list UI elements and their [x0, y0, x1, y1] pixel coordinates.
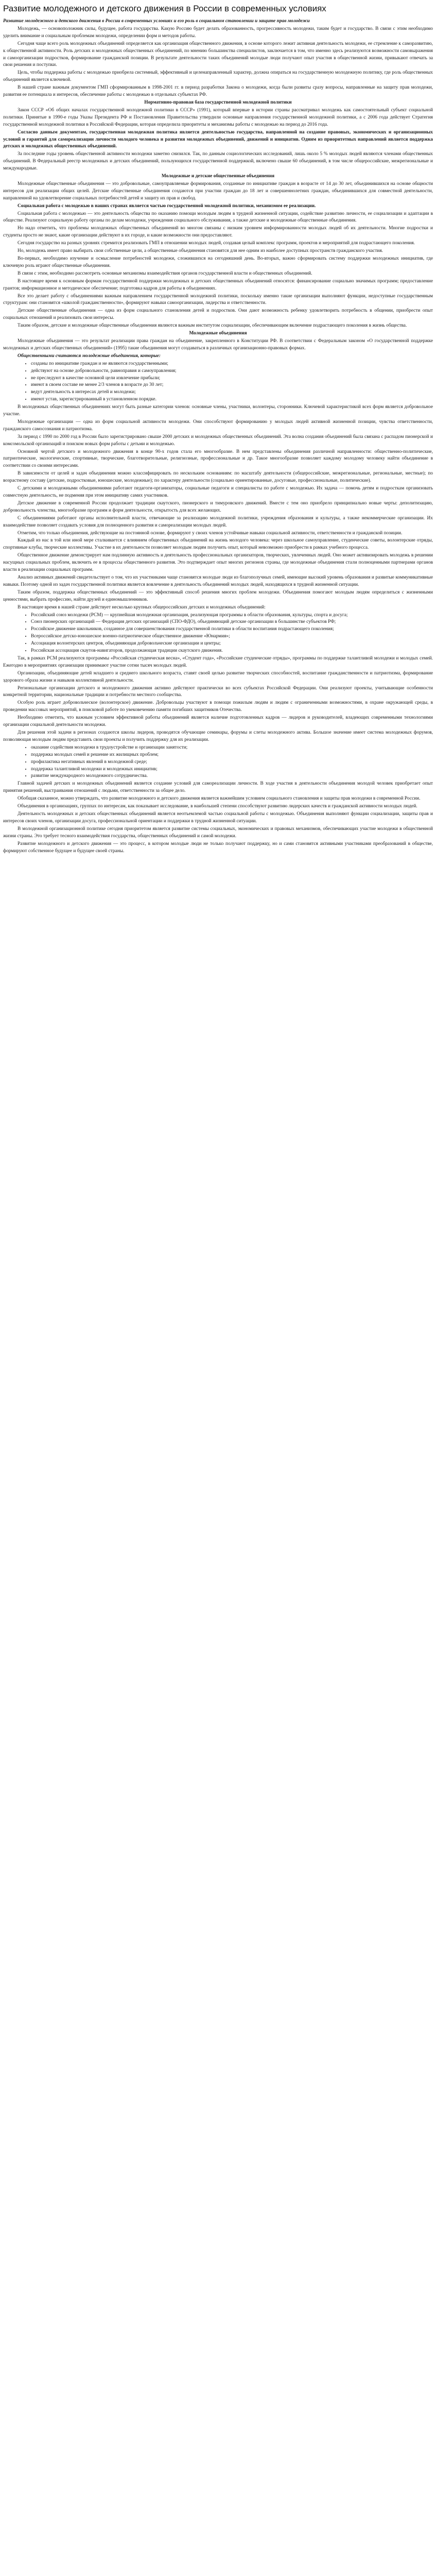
article-body — [3, 18, 433, 855]
section-heading: Молодежные объединения — [189, 331, 247, 336]
list-item: • Российское движение школьников, созданное для совершенствования государственной политики в области воспитания подрастающего поколения; — [31, 626, 433, 633]
paragraph: Объединения в организациях, группах по интересам, как показывает исследование, в наибольшей степени способствуют развитию лидерских качеств и гражданской активности молодых людей. — [18, 804, 417, 809]
paragraph: Особую роль играет добровольческое (волонтерское) движение. Добровольцы участвуют в помощи пожилым людям и людям с ограниченными возможностями, в охране окружающей среды, в проведении массовых мероприятий, в поисковой работе по увековечению памяти погибших защитников Отечества. — [3, 700, 433, 713]
list-item: • ведут деятельность в интересах детей и молодежи; — [31, 389, 433, 396]
paragraph: За последние годы уровень общественной активности молодежи заметно снизился. Так, по данным социологических исследований, лишь около 5 % молодых людей являются членами общественных объединений. В Федеральный реестр молодежных и детских объединений, пользующихся государственной поддержкой, включено свыше 60 объединений, в том числе общероссийские, межрегиональные и международные. — [3, 151, 433, 172]
paragraph: Закон СССР «Об общих началах государственной молодежной политики в СССР» (1991), который впервые в истории страны рассматривал молодежь как самостоятельный субъект социальной политики. Принятые в 1990-е годы Указы Президента РФ и Постановления Правительства утвердили основные направления государственной молодежной политики, а с 2006 года действует Стратегия государственной молодежной политики в Российской Федерации, которая определила приоритеты и механизмы работы с молодежью на период до 2016 года. — [3, 107, 433, 127]
paragraph: Сегодня государство на разных уровнях стремится реализовать ГМП в отношении молодых людей, создавая целый комплекс программ, проектов и мероприятий для подрастающего поколения. — [18, 241, 415, 246]
paragraph: Обобщая сказанное, можно утверждать, что развитие молодежного и детского движения является важнейшим условием социального становления и защиты прав молодежи в современной России. — [18, 796, 421, 802]
paragraph: Отметим, что только объединения, действующие на постоянной основе, формируют у своих членов устойчивые навыки социальной активности, ответственности и гражданской позиции. — [18, 530, 403, 536]
paragraph: В связи с этим, необходимо рассмотреть основные механизмы взаимодействия органов государственной власти и общественных объединений. — [18, 270, 312, 276]
list-item: • профилактика негативных явлений в молодежной среде; — [31, 759, 433, 766]
list-item: • Российская ассоциация скаутов-навигаторов, продолжающая традиции скаутского движения. — [31, 648, 433, 655]
paragraph: Но надо отметить, что проблемы молодежных общественных объединений во многом связаны с низким уровнем информированности молодых людей об их деятельности. Многие подростки и студенты просто не знают, какие организации действуют в их городе, и какие возможности они предоставляют. — [3, 226, 433, 239]
document-page — [0, 0, 436, 866]
paragraph: Для решения этой задачи в регионах создаются школы лидеров, проводятся обучающие семинары, форумы и слеты молодежного актива. Большое значение имеет система молодежных форумов, позволяющая молодым людям представить свои проекты и получить поддержку для их реализации. — [3, 730, 433, 742]
article-lead: Развитие молодежного и детского движения в России в современных условиях и его роль в социальном становлении и защите прав молодежи — [3, 19, 310, 24]
paragraph: За период с 1990 по 2000 год в России было зарегистрировано свыше 2000 детских и молодежных общественных объединений. Эта волна создания объединений была связана с распадом пионерской и комсомольской организаций и поиском новых форм работы с детьми и молодежью. — [3, 434, 433, 447]
paragraph: В молодежной организационной политике сегодня приоритетом является развитие системы социальных, экономических и правовых механизмов, обеспечивающих участие молодежи в общественной жизни страны. Это требует тесного взаимодействия государства, общественных объединений и самой молодежи. — [3, 826, 433, 839]
paragraph: Общественное движение демонстрирует нам подлинную активность и деятельность профессиональных организаторов, творческих, увлеченных людей. Оно может активизировать молодежь в решении насущных социальных проблем, включить ее в процессы общественного развития. Это подтверждает опыт многих регионов страны, где молодежные объединения стали полноценными партнерами органов власти в реализации социальных программ. — [3, 553, 433, 573]
section-heading: Молодежные и детские общественные объединения — [161, 174, 275, 179]
list-item: • оказание содействия молодежи в трудоустройстве и организации занятости; — [31, 744, 433, 752]
paragraph: В зависимости от целей и задач объединения можно классифицировать по нескольким основаниям: по масштабу деятельности (общероссийские, межрегиональные, региональные, местные); по возрастному составу (детские, подростковые, юношеские, молодежные); по характеру деятельности (социально ориентированные, досуговые, профессиональные, политические). — [3, 471, 433, 484]
article-title: Развитие молодежного и детского движения в России в современных условиях — [3, 4, 326, 13]
paragraph: Деятельность молодежных и детских общественных объединений является неотъемлемой частью социальной работы с молодежью. Объединения выполняют функции социализации, защиты прав и интересов своих членов, организации досуга, профессиональной ориентации и поддержки в трудной жизненной ситуации. — [3, 811, 433, 824]
paragraph: Молодежные объединения — это результат реализации права граждан на объединение, закрепленного в Конституции РФ. В соответствии с Федеральным законом «О государственной поддержке молодежных и детских общественных объединений» (1995) такие объединения могут создаваться в различных организационно-правовых формах. — [3, 338, 433, 351]
paragraph: В настоящее время в нашей стране действует несколько крупных общероссийских детских и молодежных объединений: — [18, 604, 266, 610]
paragraph: Главной задачей детских и молодежных объединений является создание условий для самореализации личности. В ходе участия в деятельности объединения молодой человек приобретает опыт принятия решений, выстраивания отношений с людьми, ответственности за общее дело. — [3, 781, 433, 794]
paragraph: Молодежь, — основоположник силы, будущее, работа государства. Какую Россию будет делать образованность, прогрессивность молодежи, таким будет и государство. В связи с этим необходимо уделить внимание и социальным проблемам молодежи, определении форм и методов работы. — [3, 26, 433, 39]
paragraph: Во-первых, необходимо изучение и осмысление потребностей молодежи, сложившихся на сегодняшний день. Во-вторых, важно сформировать систему поддержки молодежных инициатив, где ключевую роль играют общественные объединения. — [3, 256, 433, 268]
list-item: • созданы по инициативе граждан и не являются государственными; — [31, 361, 433, 368]
section-heading: Нормативно-правовая база государственной молодежной политики — [144, 99, 292, 105]
paragraph-bold: Согласно данным документам, государственная молодежная политика является деятельностью государства, направленной на создание правовых, экономических и организационных условий и гарантий для самореализации личности молодого человека и развития молодежных объединений, движений и инициатив. Одним из приоритетных направлений является поддержка детских и молодежных общественных объединений. — [3, 129, 433, 149]
list-item: • не преследуют в качестве основной цели извлечение прибыли; — [31, 375, 433, 382]
paragraph-bold: Социальная работа с молодежью в наших странах является частью государственной молодежной политики, механизмом ее реализации. — [18, 203, 316, 209]
list-item: • имеют устав, зарегистрированный в установленном порядке. — [31, 396, 433, 403]
list-item: • действуют на основе добровольности, равноправия и самоуправления; — [31, 368, 433, 375]
list-item: • поддержка талантливой молодежи и молодежных инициатив; — [31, 766, 433, 773]
paragraph: Необходимо отметить, что важным условием эффективной работы объединений является наличие подготовленных кадров — лидеров и руководителей, владеющих современными технологиями организации социальной деятельности молодежи. — [3, 715, 433, 728]
paragraph: Но, молодежь имеет право выбирать свои собственные цели, а общественные объединения становятся для нее одним из наиболее доступных пространств гражданского участия. — [18, 248, 383, 254]
paragraph: Таким образом, детские и молодежные общественные объединения являются важным институтом социализации, обеспечивающим включение подрастающего поколения в жизнь общества. — [18, 323, 407, 329]
paragraph: Таким образом, поддержка общественных объединений — это эффективный способ решения многих проблем молодежи. Объединения помогают молодым людям определиться с жизненными ценностями, выбрать профессию, найти друзей и единомышленников. — [3, 589, 433, 602]
paragraph: Региональные организации детского и молодежного движения активно действуют практически во всех субъектах Российской Федерации. Они реализуют проекты, учитывающие особенности конкретной территории, национальные традиции и потребности местного сообщества. — [3, 685, 433, 698]
paragraph: Все это делает работу с объединениями важным направлением государственной молодежной политики, поскольку именно такие организации выполняют функции, недоступные государственным структурам: они становятся «школой гражданственности», формируют навыки самоорганизации, лидерства и ответственности. — [3, 293, 433, 306]
paragraph: Молодежные общественные объединения — это добровольные, самоуправляемые формирования, созданные по инициативе граждан в возрасте от 14 до 30 лет, объединившихся на основе общности интересов для реализации общих целей. Детские общественные объединения создаются при участии граждан до 18 лет и совершеннолетних граждан, объединившихся для совместной деятельности, направленной на удовлетворение социальных потребностей детей и защиту их прав и свобод. — [3, 181, 433, 201]
paragraph: С объединениями работают органы исполнительной власти, отвечающие за реализацию молодежной политики, учреждения образования и культуры, а также некоммерческие организации. Их взаимодействие позволяет создавать условия для полноценного развития и самореализации молодых людей. — [3, 515, 433, 528]
list-item: • Всероссийское детско-юношеское военно-патриотическое общественное движение «Юнармия»; — [31, 633, 433, 640]
paragraph: С детскими и молодежными объединениями работают педагоги-организаторы, социальные педагоги и специалисты по работе с молодежью. Их задача — помочь детям и подросткам организовать совместную деятельность, не подменяя при этом инициативу самих участников. — [3, 486, 433, 498]
list-item: • поддержка молодых семей и решение их жилищных проблем; — [31, 752, 433, 759]
paragraph: Так, в рамках РСМ реализуются программы «Российская студенческая весна», «Студент года», «Российские студенческие отряды», программы по поддержке талантливой молодежи и молодых семей. Ежегодно в мероприятиях организации принимают участие сотни тысяч молодых людей. — [3, 655, 433, 668]
paragraph-emphasis: Общественными считаются молодежные объединения, которые: — [18, 353, 161, 359]
list-item: • Ассоциация волонтерских центров, объединяющая добровольческие организации и центры; — [31, 640, 433, 648]
paragraph: Организации, объединяющие детей младшего и среднего школьного возраста, ставят своей целью развитие творческих способностей, воспитание гражданственности и патриотизма, формирование здорового образа жизни и навыков коллективной деятельности. — [3, 670, 433, 683]
list-item: • имеют в своем составе не менее 2/3 членов в возрасте до 30 лет; — [31, 382, 433, 389]
paragraph: Основной чертой детского и молодежного движения в конце 90-х годов стала его многообразие. В нем представлены объединения различной направленности: общественно-политические, патриотические, экологические, спортивные, творческие, благотворительные, религиозные, профессиональные и др. Такое многообразие позволяет каждому молодому человеку найти объединение в соответствии со своими интересами. — [3, 449, 433, 469]
paragraph: Детские общественные объединения — одна из форм социального становления детей и подростков. Они дают возможность ребенку удовлетворить потребность в общении, приобрести опыт социальных отношений и реализовать свои интересы. — [3, 308, 433, 321]
paragraph: Развитие молодежного и детского движения — это процесс, в котором молодые люди не только получают поддержку, но и сами становятся активными участниками преобразований в обществе, формируют собственное будущее и будущее своей страны. — [3, 841, 433, 854]
paragraph: В нашей стране важным документом ГМП сформированным в 1998-2001 гг. в период разработки Закона о молодежи, когда были развиты сразу вопросы, направленные на защиту прав молодежи, развития ее потенциала и интересов, обеспечение работы с молодежью в отдельных субъектах РФ. — [3, 85, 433, 98]
list-item: • Союз пионерских организаций — Федерация детских организаций (СПО-ФДО), объединяющий детские организации в большинстве субъектов РФ; — [31, 619, 433, 626]
list-item: • Российский союз молодежи (РСМ) — крупнейшая молодежная организация, реализующая программы в области образования, культуры, спорта и досуга; — [31, 612, 433, 619]
paragraph: Цель, чтобы поддержка работы с молодежью приобрела системный, эффективный и целенаправленный характер, должна опираться на государственную молодежную политику, где роль общественных объединений является ключевой. — [3, 70, 433, 83]
paragraph: Анализ активных движений свидетельствует о том, что их участниками чаще становятся молодые люди из благополучных семей, имеющие высокий уровень образования и развитые коммуникативные навыки. Поэтому одной из задач государственной политики является вовлечение в деятельность объединений молодых людей, находящихся в трудной жизненной ситуации. — [3, 574, 433, 587]
paragraph: В молодежных общественных объединениях могут быть разные категории членов: основные члены, участники, волонтеры, сторонники. Ключевой характеристикой всех форм является добровольное участие. — [3, 404, 433, 417]
paragraph: Детское движение в современной России продолжает традиции скаутского, пионерского и тимуровского движений. Вместе с тем оно приобрело принципиально новые черты: деполитизацию, добровольность членства, многообразие программ и форм деятельности, открытость для всех желающих. — [3, 500, 433, 513]
list-item: • развитие международного молодежного сотрудничества. — [31, 773, 433, 780]
paragraph: Сегодня чаще всего роль молодежных объединений определяется как организация общественного движения, в основе которого лежит активная деятельность молодежи, ее стремление к саморазвитию, к общественной активности. Роль детских и молодежных общественных объединений, по мнению большинства специалистов, заключается в том, что именно здесь реализуются возможности самовыражения и самоорганизации подростков, формирование гражданской позиции. В результате деятельности таких объединений молодые люди получают опыт участия в общественной жизни, привыкают отвечать за свои решения и поступки. — [3, 41, 433, 68]
paragraph: Каждый из нас в той или иной мере сталкивается с влиянием общественных объединений на жизнь молодого человека: через школьное самоуправление, студенческие советы, волонтерские отряды, спортивные клубы, творческие коллективы. Участие в их деятельности позволяет молодым людям получить опыт, который невозможно приобрести в рамках учебного процесса. — [3, 538, 433, 551]
bullet-list-1 — [3, 361, 433, 403]
paragraph: Социальная работа с молодежью — это деятельность общества по оказанию помощи молодым людям в трудной жизненной ситуации, содействие развитию личности, ее социализации и адаптации в обществе. Реализуют социальную работу органы по делам молодежи, учреждения социального обслуживания, а также детские и молодежные общественные объединения. — [3, 211, 433, 224]
bullet-list-2 — [3, 612, 433, 655]
paragraph: В настоящее время к основным формам государственной поддержки молодежных и детских общественных объединений относятся: финансирование социально значимых программ; предоставление грантов; информационное и методическое обеспечение; подготовка кадров для работы в объединениях. — [3, 278, 433, 291]
paragraph: Молодежные организации — одна из форм социальной активности молодежи. Они способствуют формированию у молодых людей активной жизненной позиции, чувства ответственности, гражданского самосознания и патриотизма. — [3, 419, 433, 432]
bullet-list-3 — [3, 744, 433, 781]
